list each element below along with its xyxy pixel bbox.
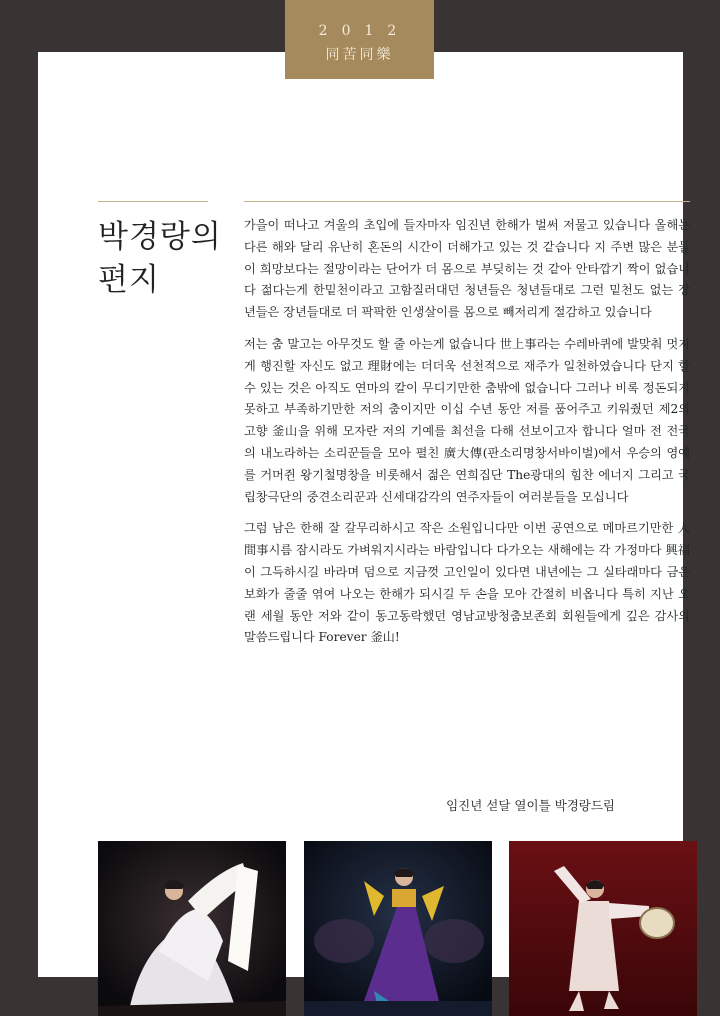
- paragraph-1: 가을이 떠나고 겨울의 초입에 들자마자 임진년 한해가 벌써 저물고 있습니다 올해는 다른 해와 달리 유난히 혼돈의 시간이 더해가고 있는 것 같습니다 지 주변 많은 분들이 희망보다는 절망이라는 단어가 더 몸으로 부딪히는 것 같아 안타깝기 짝이 없습니다 젊다는게 한밑천이라고 고함질러대던 청년들은 청년들대로 그런 밑천도 없는 장년들은 장년들대로 더 팍팍한 인생살이를 몸으로 빼저리게 절감하고 있습니다: [244, 218, 690, 320]
- title-line-2: 편지: [98, 262, 160, 298]
- dancer-drum-photo: [509, 841, 697, 1016]
- letter-title: [98, 216, 228, 302]
- letter-rule: [244, 201, 690, 202]
- heading-rule: [98, 201, 208, 202]
- paragraph-3: 그럼 남은 한해 잘 갈무리하시고 작은 소원입니다만 이번 공연으로 메마르기만한 人間事시름 잠시라도 가벼워지시라는 바람입니다 다가오는 새해에는 각 가정마다 興福이 그득하시길 바라며 덤으로 지금껏 고인일이 있다면 내년에는 그 실타래마다 금은보화가 줄줄 엮여 나오는 한해가 되시길 두 손을 모아 간절히 비옵니다 특히 지난 오랜 세월 동안 저와 같이 동고동락했던 영남교방청춤보존회 회원들에게 깊은 감사의 말씀드립니다 Forever 釜山!: [244, 521, 690, 645]
- dancer-white-scarf-photo: [98, 841, 286, 1016]
- letter-page: [38, 52, 690, 977]
- year-motto-tab: [285, 0, 434, 79]
- motto-label: 同苦同樂: [325, 47, 394, 63]
- letter-body: [244, 215, 690, 659]
- title-line-1: 박경랑의: [98, 219, 222, 255]
- dancer-purple-hanbok-photo: [304, 841, 492, 1016]
- signature: 임진년 섣달 열이틀 박경랑드림: [446, 798, 615, 813]
- year-label: 2012: [318, 23, 411, 39]
- paragraph-2: 저는 춤 말고는 아무것도 할 줄 아는게 없습니다 世上事라는 수레바퀴에 발맞춰 멋지게 행진할 자신도 없고 理財에는 더더욱 선천적으로 재주가 일천하였습니다 단지 할 수 있는 것은 아직도 연마의 칼이 무디기만한 춤밖에 없습니다 그러나 비록 정돈되지 못하고 부족하기만한 저의 춤이지만 이십 수년 동안 저를 품어주고 키워줬던 제2의 고향 釜山을 위해 모자란 저의 기예를 최선을 다해 선보이고자 합니다 얼마 전 전국의 내노라하는 소리꾼들을 모아 펼친 廣大傳(판소리명창서바이벌)에서 우승의 영예를 거머쥔 왕기철명창을 비롯해서 젊은 연희집단 The광대의 힘찬 에너지 그리고 국립창극단의 중견소리꾼과 신세대감각의 연주자들이 여러분들을 모십니다: [244, 336, 690, 504]
